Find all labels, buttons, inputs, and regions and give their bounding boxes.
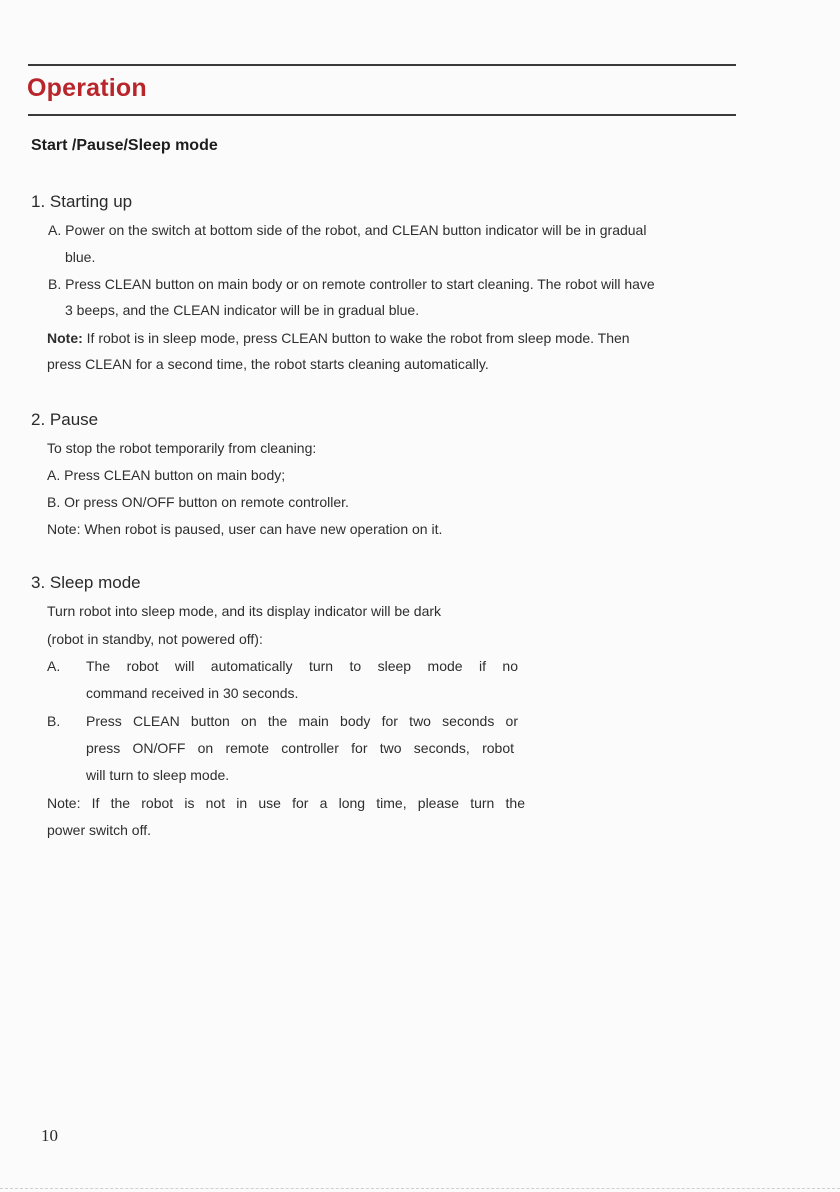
scan-bottom-edge [0,1188,840,1189]
starting-note-line1 [47,330,630,346]
sleep-step-a-line1: The robot will automatically turn to sleep mode if no [86,658,518,674]
sleep-step-b-line2: press ON/OFF on remote controller for two seconds, robot [86,740,514,756]
sleep-step-a-line2: command received in 30 seconds. [86,685,299,701]
pause-step-b: B. Or press ON/OFF button on remote controller. [47,494,349,510]
starting-note-text: If robot is in sleep mode, press CLEAN button to wake the robot from sleep mode. Then [82,330,630,346]
sleep-mode-heading: 3. Sleep mode [31,573,141,592]
page-title: Operation [27,74,147,102]
starting-note-line2: press CLEAN for a second time, the robot starts cleaning automatically. [47,356,489,372]
sleep-step-a-label: A. [47,658,61,674]
starting-up-heading: 1. Starting up [31,192,133,211]
starting-step-b-line1: B. Press CLEAN button on main body or on remote controller to start cleaning. The robot will have [48,276,655,292]
starting-step-a-line1: A. Power on the switch at bottom side of the robot, and CLEAN button indicator will be in gradual [48,222,647,238]
page-number: 10 [41,1126,58,1145]
header-rule-bottom [28,114,736,116]
section-subtitle: Start /Pause/Sleep mode [31,137,218,154]
sleep-note-line2: power switch off. [47,822,152,838]
pause-intro: To stop the robot temporarily from cleaning: [47,440,317,456]
header-rule-top [28,64,736,66]
pause-step-a: A. Press CLEAN button on main body; [47,467,286,483]
sleep-intro-line2: (robot in standby, not powered off): [47,631,263,647]
note-label: Note: [47,330,83,346]
pause-note: Note: When robot is paused, user can have new operation on it. [47,521,443,537]
sleep-intro-line1: Turn robot into sleep mode, and its display indicator will be dark [47,603,442,619]
pause-heading: 2. Pause [31,410,99,429]
sleep-step-b-line1: Press CLEAN button on the main body for two seconds or [86,713,518,729]
sleep-step-b-line3: will turn to sleep mode. [86,767,230,783]
sleep-step-b-label: B. [47,713,61,729]
sleep-note-line1: Note: If the robot is not in use for a long time, please turn the [47,795,525,811]
starting-step-b-line2: 3 beeps, and the CLEAN indicator will be in gradual blue. [65,302,420,318]
starting-step-a-line2: blue. [65,249,96,265]
